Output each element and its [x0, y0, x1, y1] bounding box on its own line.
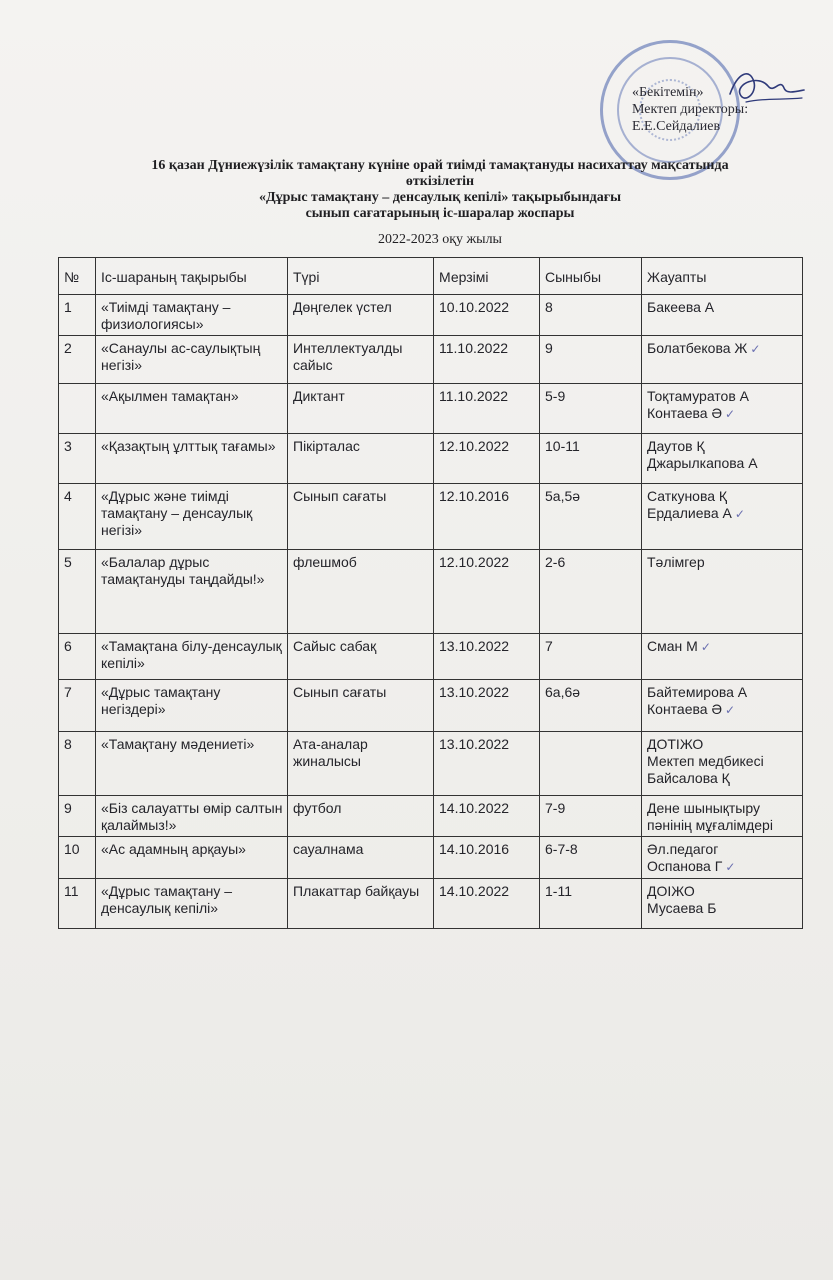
row-topic: «Санаулы ас-саулықтың негізі»: [96, 336, 288, 384]
table-row: [59, 434, 803, 484]
row-date: 11.10.2022: [434, 336, 540, 384]
responsible-name: Тәлімгер: [647, 554, 705, 570]
table-row: [59, 837, 803, 879]
responsible-person: [647, 684, 799, 701]
header-date: Мерзімі: [434, 258, 540, 295]
row-responsible: [642, 732, 803, 796]
row-date: 10.10.2022: [434, 295, 540, 336]
row-grade: 6а,6ә: [540, 680, 642, 732]
responsible-name: Мусаева Б: [647, 900, 717, 916]
row-number: 2: [59, 336, 96, 384]
row-number: 5: [59, 550, 96, 634]
table-header-row: [59, 258, 803, 295]
row-topic: «Тамақтана білу-денсаулық кепілі»: [96, 634, 288, 680]
row-grade: 5-9: [540, 384, 642, 434]
table-row: [59, 384, 803, 434]
checkmark-icon: ✓: [725, 407, 736, 421]
row-topic: «Дұрыс және тиімді тамақтану – денсаулық негізі»: [96, 484, 288, 550]
header-type: Түрі: [288, 258, 434, 295]
row-grade: 5а,5ә: [540, 484, 642, 550]
row-topic: «Дұрыс тамақтану негіздері»: [96, 680, 288, 732]
row-responsible: [642, 336, 803, 384]
title-line-4: сынып сағатарының іс-шаралар жоспары: [305, 206, 575, 221]
row-number: 11: [59, 879, 96, 929]
table-body: [59, 295, 803, 929]
title-line-1: 16 қазан Дүниежүзілік тамақтану күніне орай тиімді тамақтануды насихаттау мақсатында: [151, 158, 729, 173]
row-date: 12.10.2022: [434, 550, 540, 634]
checkmark-icon: ✓: [700, 640, 711, 654]
row-responsible: [642, 879, 803, 929]
responsible-person: [647, 299, 799, 316]
approval-director-name: Е.Е.Сейдалиев: [632, 119, 721, 134]
responsible-name: Саткунова Қ: [647, 488, 728, 504]
row-number: 4: [59, 484, 96, 550]
responsible-name: Даутов Қ: [647, 438, 705, 454]
title-line-3: «Дұрыс тамақтану – денсаулық кепілі» тақырыбындағы: [258, 190, 622, 205]
row-grade: 10-11: [540, 434, 642, 484]
responsible-person: [647, 488, 799, 505]
responsible-person: [647, 736, 799, 753]
responsible-name: пәнінің мұғалімдері: [647, 817, 773, 833]
row-responsible: [642, 837, 803, 879]
table-row: [59, 879, 803, 929]
responsible-person: [647, 340, 799, 358]
row-responsible: [642, 295, 803, 336]
responsible-person: [647, 388, 799, 405]
table-row: [59, 550, 803, 634]
row-number: 3: [59, 434, 96, 484]
header-responsible: Жауапты: [642, 258, 803, 295]
responsible-person: [647, 638, 799, 656]
row-responsible: [642, 434, 803, 484]
row-type: Интеллектуалды сайыс: [288, 336, 434, 384]
row-responsible: [642, 680, 803, 732]
responsible-name: Контаева Ә: [647, 701, 722, 717]
row-grade: 1-11: [540, 879, 642, 929]
header-number: №: [59, 258, 96, 295]
row-number: 10: [59, 837, 96, 879]
row-date: 13.10.2022: [434, 680, 540, 732]
row-number: 1: [59, 295, 96, 336]
row-grade: 7-9: [540, 796, 642, 837]
responsible-name: Ердалиева А: [647, 505, 732, 521]
table-row: [59, 634, 803, 680]
row-topic: «Біз салауатты өмір салтын қалаймыз!»: [96, 796, 288, 837]
row-responsible: [642, 796, 803, 837]
responsible-person: [647, 841, 799, 858]
row-type: флешмоб: [288, 550, 434, 634]
row-topic: «Ақылмен тамақтан»: [96, 384, 288, 434]
responsible-person: [647, 405, 799, 423]
row-type: футбол: [288, 796, 434, 837]
responsible-person: [647, 900, 799, 917]
responsible-name: Байсалова Қ: [647, 770, 730, 786]
row-type: Дөңгелек үстел: [288, 295, 434, 336]
responsible-name: Мектеп медбикесі: [647, 753, 764, 769]
responsible-person: [647, 770, 799, 787]
checkmark-icon: ✓: [725, 860, 736, 874]
approval-heading: «Бекітемін»: [632, 85, 704, 100]
responsible-person: [647, 554, 799, 571]
row-topic: «Балалар дұрыс тамақтануды таңдайды!»: [96, 550, 288, 634]
responsible-name: ДОІЖО: [647, 883, 695, 899]
row-grade: 2-6: [540, 550, 642, 634]
row-responsible: [642, 384, 803, 434]
row-date: 11.10.2022: [434, 384, 540, 434]
responsible-person: [647, 753, 799, 770]
row-number: 9: [59, 796, 96, 837]
row-topic: «Дұрыс тамақтану – денсаулық кепілі»: [96, 879, 288, 929]
events-plan-table: [58, 257, 803, 929]
row-type: Плакаттар байқауы: [288, 879, 434, 929]
responsible-person: [647, 438, 799, 455]
row-date: 13.10.2022: [434, 732, 540, 796]
academic-year: 2022-2023 оқу жылы: [378, 232, 502, 247]
responsible-name: Болатбекова Ж: [647, 340, 748, 356]
row-grade: 7: [540, 634, 642, 680]
row-topic: «Қазақтың ұлттық тағамы»: [96, 434, 288, 484]
row-type: Сынып сағаты: [288, 484, 434, 550]
row-type: сауалнама: [288, 837, 434, 879]
row-date: 13.10.2022: [434, 634, 540, 680]
table-row: [59, 796, 803, 837]
document-title: [60, 158, 820, 222]
responsible-person: [647, 800, 799, 817]
row-topic: «Тиімді тамақтану – физиологиясы»: [96, 295, 288, 336]
checkmark-icon: ✓: [734, 507, 745, 521]
responsible-name: Дене шынықтыру: [647, 800, 760, 816]
table-row: [59, 295, 803, 336]
responsible-person: [647, 858, 799, 876]
table-row: [59, 732, 803, 796]
row-responsible: [642, 550, 803, 634]
row-grade: 6-7-8: [540, 837, 642, 879]
row-date: 12.10.2022: [434, 434, 540, 484]
row-grade: 8: [540, 295, 642, 336]
header-grade: Сыныбы: [540, 258, 642, 295]
header-topic: Іс-шараның тақырыбы: [96, 258, 288, 295]
row-responsible: [642, 484, 803, 550]
responsible-person: [647, 701, 799, 719]
row-date: 14.10.2016: [434, 837, 540, 879]
row-date: 14.10.2022: [434, 796, 540, 837]
row-type: Сайыс сабақ: [288, 634, 434, 680]
responsible-person: [647, 505, 799, 523]
row-type: Ата-аналар жиналысы: [288, 732, 434, 796]
row-number: 6: [59, 634, 96, 680]
row-number: 8: [59, 732, 96, 796]
row-number: 7: [59, 680, 96, 732]
responsible-name: ДОТІЖО: [647, 736, 704, 752]
responsible-name: Бакеева А: [647, 299, 715, 315]
row-responsible: [642, 634, 803, 680]
approval-block: [632, 84, 812, 135]
row-type: Диктант: [288, 384, 434, 434]
row-grade: [540, 732, 642, 796]
row-type: Сынып сағаты: [288, 680, 434, 732]
responsible-name: Әл.педагог: [647, 841, 719, 857]
title-line-2: өткізілетін: [405, 174, 475, 189]
responsible-name: Джарылкапова А: [647, 455, 758, 471]
table-row: [59, 680, 803, 732]
responsible-name: Тоқтамуратов А: [647, 388, 750, 404]
responsible-name: Сман М: [647, 638, 698, 654]
responsible-person: [647, 883, 799, 900]
responsible-person: [647, 817, 799, 834]
checkmark-icon: ✓: [750, 342, 761, 356]
row-date: 12.10.2016: [434, 484, 540, 550]
responsible-name: Байтемирова А: [647, 684, 748, 700]
responsible-name: Оспанова Г: [647, 858, 723, 874]
table-row: [59, 484, 803, 550]
table-row: [59, 336, 803, 384]
row-grade: 9: [540, 336, 642, 384]
responsible-person: [647, 455, 799, 472]
approval-position: Мектеп директоры:: [632, 102, 749, 117]
row-type: Пікірталас: [288, 434, 434, 484]
checkmark-icon: ✓: [725, 703, 736, 717]
row-number: [59, 384, 96, 434]
responsible-name: Контаева Ә: [647, 405, 722, 421]
row-topic: «Ас адамның арқауы»: [96, 837, 288, 879]
row-date: 14.10.2022: [434, 879, 540, 929]
row-topic: «Тамақтану мәдениеті»: [96, 732, 288, 796]
